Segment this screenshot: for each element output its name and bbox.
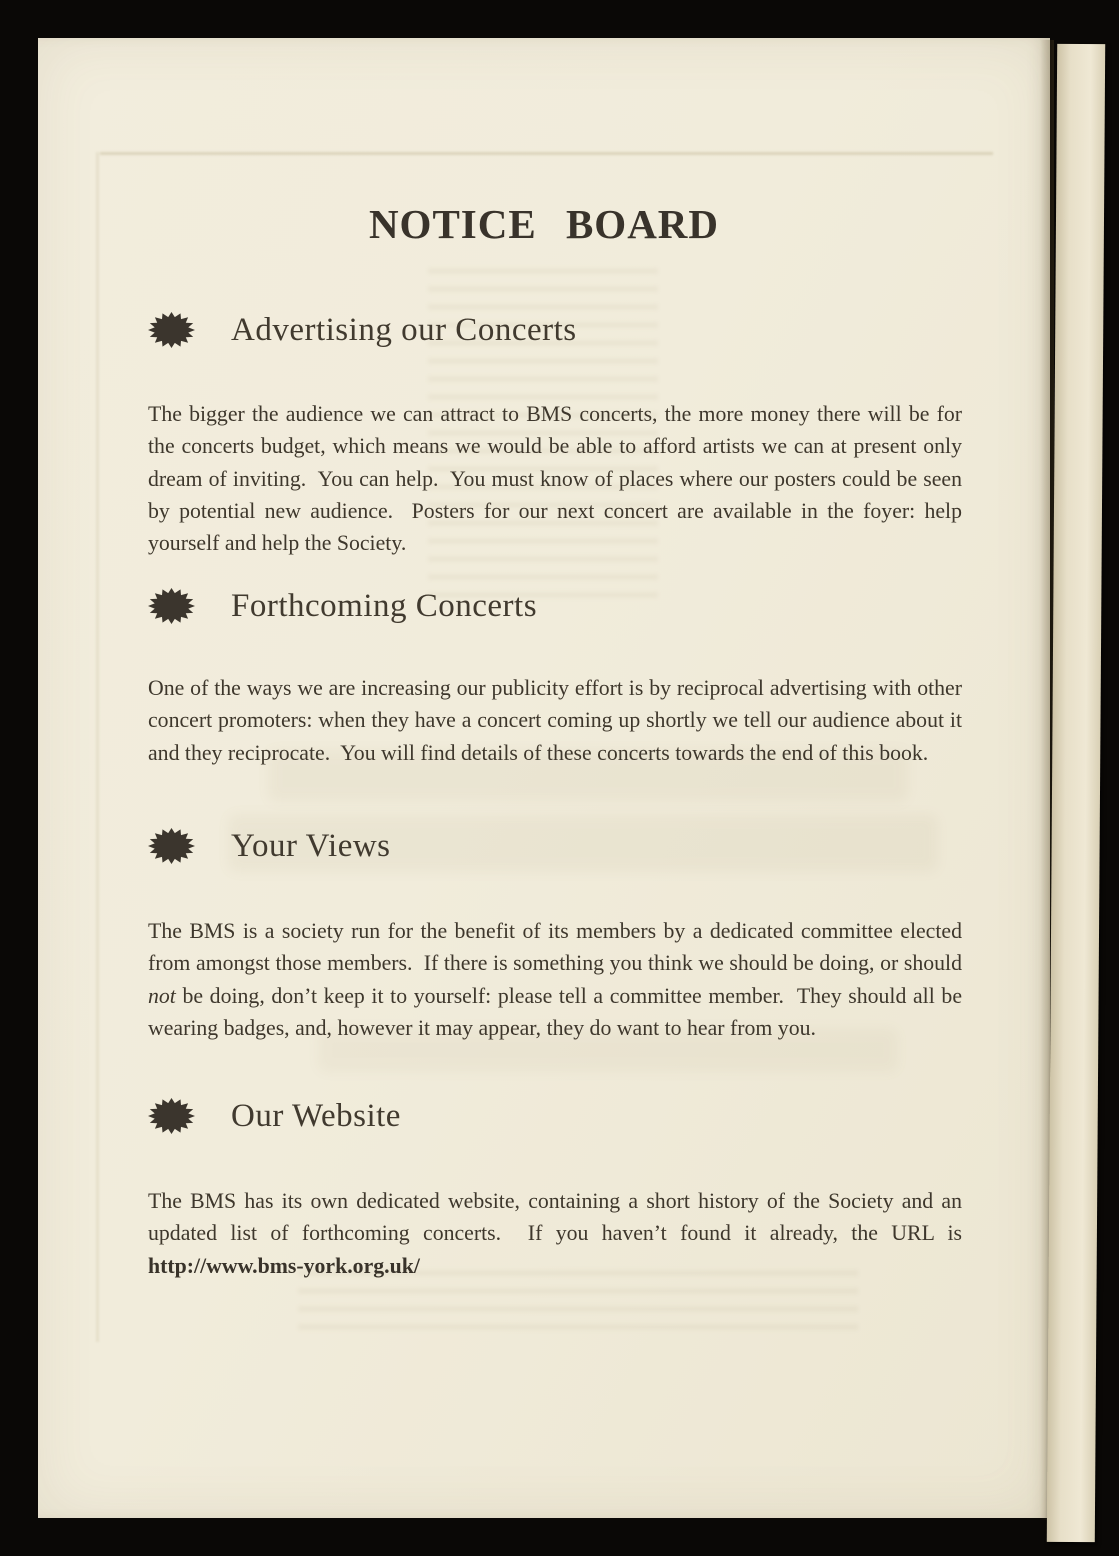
burst-bullet-icon (148, 588, 195, 624)
section-your-views-heading (148, 826, 962, 866)
body-text: The BMS is a society run for the benefit of its members by a dedicated committee elected from amongst those members. If there is something you think we should be doing, or should (148, 918, 968, 976)
section-your-views-body (148, 915, 968, 1045)
section-advertising-heading (148, 310, 962, 350)
ghost-bleed-frame-left (96, 152, 99, 1342)
section-forthcoming-heading (148, 586, 962, 626)
website-url-text: http://www.bms-york.org.uk/ (148, 1253, 420, 1278)
body-text: One of the ways we are increasing our publicity effort is by reciprocal advertising with other concert promoters: when they have a concert coming up shortly we tell our audience about it and they reciprocate. You will find details of these concerts towards the end of this book. (148, 675, 968, 765)
section-advertising-body (148, 398, 968, 560)
burst-bullet-icon (148, 828, 195, 864)
burst-bullet-icon (148, 312, 195, 348)
section-heading-label: Your Views (231, 827, 391, 864)
section-heading-label: Advertising our Concerts (231, 311, 577, 348)
section-our-website-body (148, 1185, 968, 1282)
book-page (38, 38, 1050, 1518)
burst-bullet-icon (148, 1098, 195, 1134)
book-fore-edge (1047, 44, 1105, 1542)
body-text: The bigger the audience we can attract to BMS concerts, the more money there will be for the concerts budget, which means we would be able to afford artists we can at present only dream of inviting. You can help. You must know of places where our posters could be seen by potential new audience. Posters for our next concert are available in the foyer: help yourself and help the Society. (148, 401, 968, 556)
ghost-bleed-frame-top (100, 152, 993, 155)
body-text-italic: not (148, 983, 176, 1008)
section-forthcoming-body (148, 672, 968, 769)
body-text: The BMS has its own dedicated website, containing a short history of the Society and an updated list of forthcoming concerts. If you haven’t found it already, the URL is (148, 1188, 968, 1246)
section-heading-label: Forthcoming Concerts (231, 587, 538, 624)
body-text: be doing, don’t keep it to yourself: please tell a committee member. They should all be wearing badges, and, however it may appear, they do want to hear from you. (148, 983, 968, 1041)
section-our-website-heading (148, 1096, 962, 1136)
section-heading-label: Our Website (231, 1097, 401, 1134)
page-title: NOTICE BOARD (368, 201, 720, 247)
